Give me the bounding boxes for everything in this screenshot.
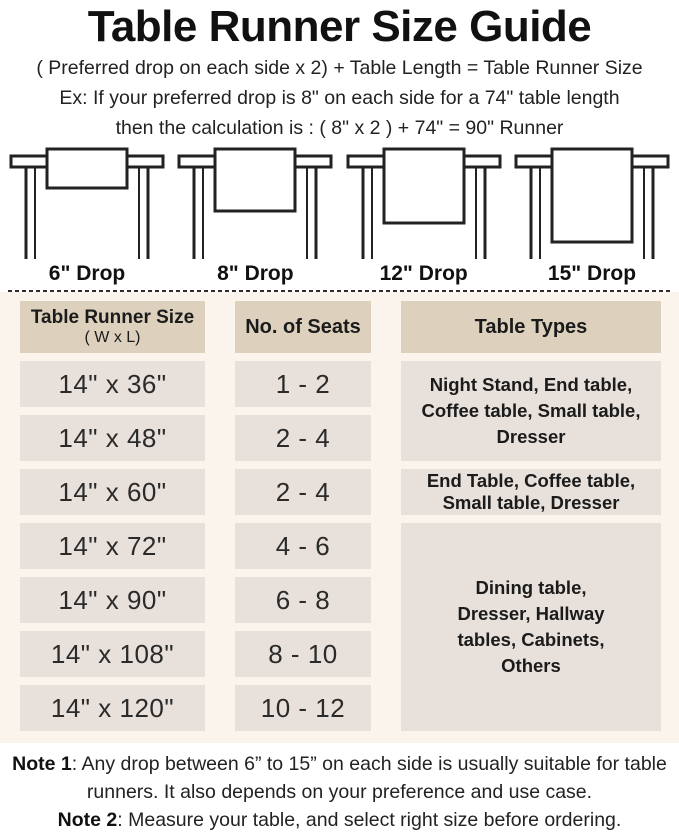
drop-label: 12" Drop [379, 262, 468, 285]
table-types-group-small: Night Stand, End table, Coffee table, Small table, Dresser [401, 361, 661, 461]
note-1-text: : Any drop between 6” to 15” on each side is usually suitable for table runners. It also depends on your preference and use case. [71, 753, 667, 803]
seats-value: 8 - 10 [235, 631, 371, 677]
table-illustration-12in-drop [343, 146, 505, 288]
seats-value: 1 - 2 [235, 361, 371, 407]
runner-size-value: 14" x 36" [20, 361, 205, 407]
seats-value: 2 - 4 [235, 469, 371, 515]
page-title: Table Runner Size Guide [87, 2, 592, 51]
drop-label: 8" Drop [217, 262, 294, 285]
runner-size-value: 14" x 60" [20, 469, 205, 515]
table-runner-drawing-icon [174, 146, 336, 259]
header-runner-size [20, 301, 205, 353]
table-types-group-large: Dining table, Dresser, Hallway tables, Cabinets, Others [401, 523, 661, 731]
seats-value: 6 - 8 [235, 577, 371, 623]
note-2-label: Note 2 [57, 809, 118, 831]
header-seats: No. of Seats [235, 301, 371, 353]
runner-size-value: 14" x 72" [20, 523, 205, 569]
header-runner-size-line2: ( W x L) [84, 329, 141, 346]
example-line-1: Ex: If your preferred drop is 8" on each side for a 74" table length [59, 87, 620, 109]
table-runner-drawing-icon [511, 146, 673, 259]
seats-value: 10 - 12 [235, 685, 371, 731]
formula-text: ( Preferred drop on each side x 2) + Table Length = Table Runner Size [36, 57, 643, 79]
table-illustration-8in-drop [174, 146, 336, 288]
size-table-section [0, 292, 679, 743]
seats-value: 4 - 6 [235, 523, 371, 569]
seats-value: 2 - 4 [235, 415, 371, 461]
runner-size-value: 14" x 120" [20, 685, 205, 731]
table-illustration-6in-drop [6, 146, 168, 288]
header-table-types: Table Types [401, 301, 661, 353]
note-1-label: Note 1 [12, 753, 72, 775]
table-illustration-15in-drop [511, 146, 673, 288]
notes-section [0, 743, 679, 834]
note-1 [2, 750, 677, 806]
size-table [20, 301, 662, 731]
example-line-2: then the calculation is : ( 8" x 2 ) + 74" = 90" Runner [115, 117, 564, 139]
guide-header [0, 0, 679, 143]
runner-size-value: 14" x 90" [20, 577, 205, 623]
table-runner-drawing-icon [343, 146, 505, 259]
note-2 [2, 806, 677, 834]
runner-size-value: 14" x 108" [20, 631, 205, 677]
runner-size-value: 14" x 48" [20, 415, 205, 461]
table-runner-drawing-icon [6, 146, 168, 259]
drop-label: 15" Drop [547, 262, 637, 285]
table-types-group-medium: End Table, Coffee table, Small table, Dresser [401, 469, 661, 515]
drop-illustrations [0, 143, 679, 288]
header-runner-size-line1: Table Runner Size [30, 307, 195, 328]
note-2-text: : Measure your table, and select right size before ordering. [117, 809, 622, 831]
drop-label: 6" Drop [48, 262, 126, 285]
